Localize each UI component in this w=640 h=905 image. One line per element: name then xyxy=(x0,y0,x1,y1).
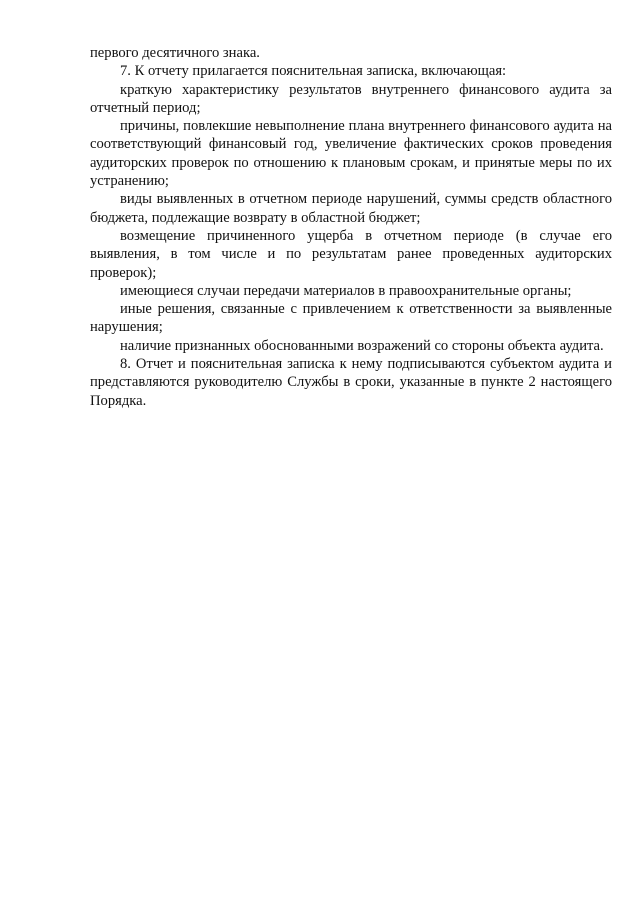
paragraph-audit-results: краткую характеристику результатов внутреннего финансового аудита за отчетный период; xyxy=(90,81,612,116)
paragraph-violation-types: виды выявленных в отчетном периоде нарушений, суммы средств областного бюджета, подлежащие возврату в областной бюджет; xyxy=(90,191,612,226)
paragraph-continuation: первого десятичного знака. xyxy=(90,45,260,61)
document-page xyxy=(90,44,612,410)
paragraph-item-8: 8. Отчет и пояснительная записка к нему подписываются субъектом аудита и представляются руководителю Службы в сроки, указанные в пункте 2 настоящего Порядка. xyxy=(90,356,612,409)
paragraph-item-7: 7. К отчету прилагается пояснительная записка, включающая: xyxy=(120,63,507,80)
paragraph-plan-failure-reasons: причины, повлекшие невыполнение плана внутреннего финансового аудита на соответствующий финансовый год, увеличение фактических сроков проведения аудиторских проверок по отношению к плановым срокам, и принятые меры по их устранению; xyxy=(90,118,612,190)
paragraph-other-decisions: иные решения, связанные с привлечением к ответственности за выявленные нарушения; xyxy=(90,301,612,336)
paragraph-objections: наличие признанных обоснованными возражений со стороны объекта аудита. xyxy=(120,337,604,354)
paragraph-damage-compensation: возмещение причиненного ущерба в отчетном периоде (в случае его выявления, в том числе и по результатам ранее проведенных аудиторских проверок); xyxy=(90,227,612,281)
paragraph-law-enforcement: имеющиеся случаи передачи материалов в правоохранительные органы; xyxy=(120,282,572,299)
